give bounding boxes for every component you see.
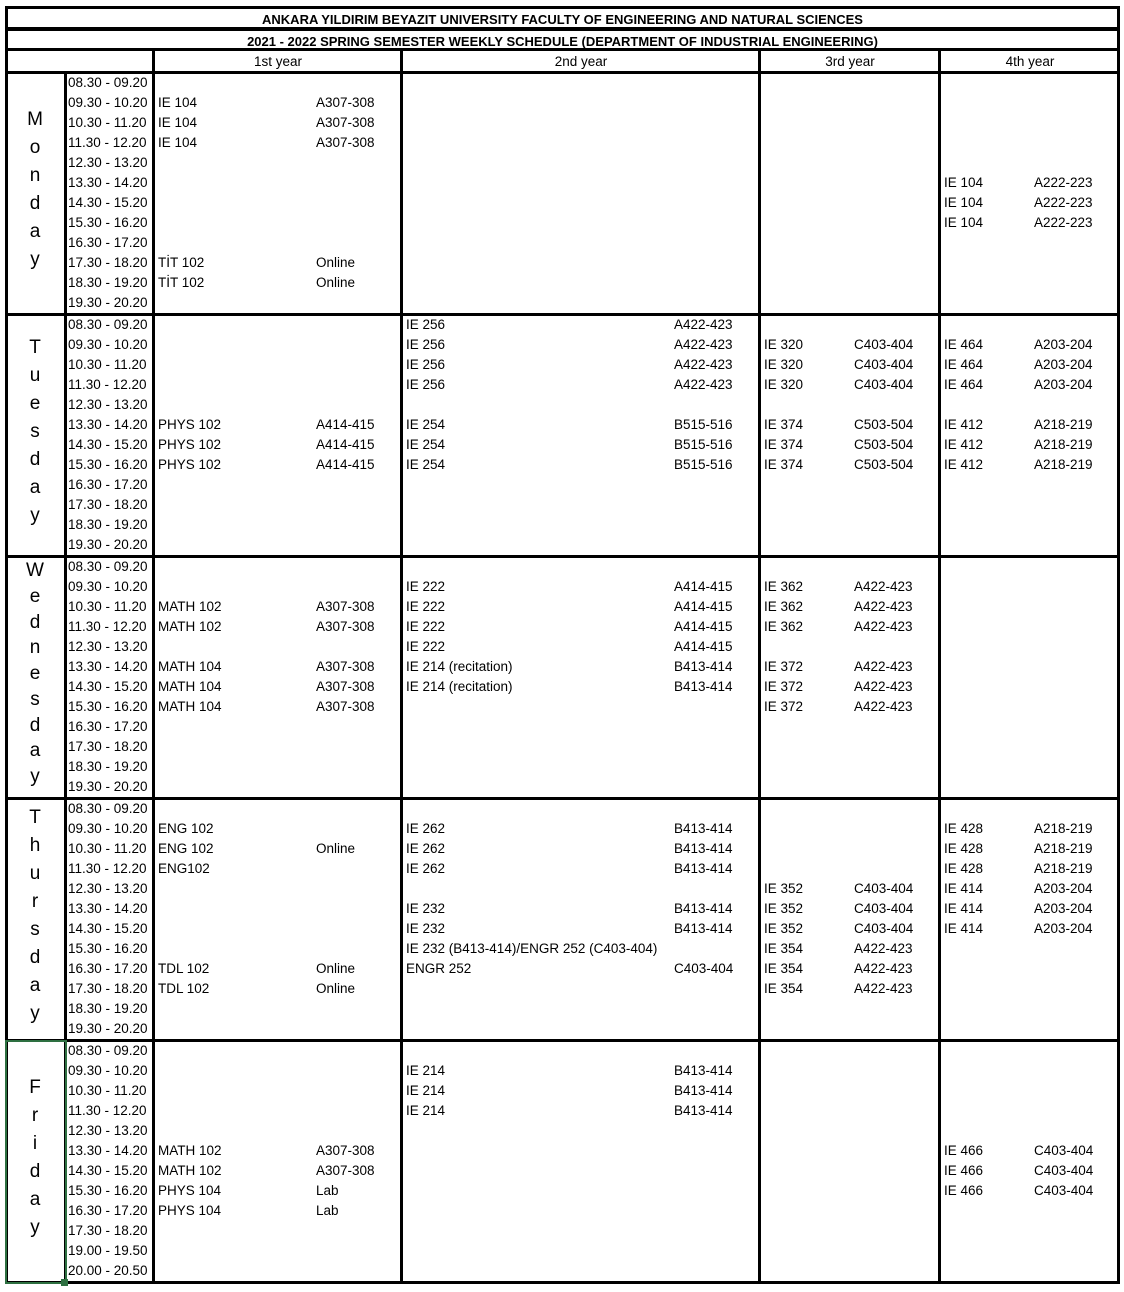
day-label-letter: n	[29, 637, 41, 659]
time-slot: 08.30 - 09.20	[68, 317, 148, 332]
university-title: ANKARA YILDIRIM BEYAZIT UNIVERSITY FACULTY OF ENGINEERING AND NATURAL SCIENCES	[5, 6, 1120, 30]
course-code[interactable]: PHYS 104	[158, 1183, 222, 1198]
course-code[interactable]: IE 374	[764, 437, 804, 452]
time-slot: 18.30 - 19.20	[68, 759, 148, 774]
day-label-letter: y	[30, 1217, 40, 1238]
day-separator	[5, 797, 1120, 800]
classroom[interactable]: A422-423	[854, 679, 913, 694]
year-header-4: 4th year	[1005, 54, 1055, 69]
time-slot: 13.30 - 14.20	[68, 175, 148, 190]
day-label-letter: W	[26, 560, 44, 581]
day-label-letter: y	[30, 1003, 40, 1024]
classroom[interactable]: Lab	[316, 1183, 339, 1198]
time-slot: 19.30 - 20.20	[68, 295, 148, 310]
time-slot: 15.30 - 16.20	[68, 457, 148, 472]
day-label-letter: d	[29, 193, 41, 214]
course-code[interactable]: IE 354	[764, 981, 804, 996]
time-slot: 11.30 - 12.20	[68, 135, 147, 150]
course-code[interactable]: TİT 102	[158, 275, 205, 290]
course-code[interactable]: PHYS 102	[158, 437, 222, 452]
course-code[interactable]: MATH 102	[158, 1143, 222, 1158]
course-code[interactable]: IE 256	[406, 337, 446, 352]
course-code[interactable]: IE 466	[944, 1163, 984, 1178]
time-slot: 10.30 - 11.20	[68, 357, 147, 372]
course-code[interactable]: IE 262	[406, 841, 446, 856]
time-slot: 19.30 - 20.20	[68, 1021, 148, 1036]
course-code[interactable]: IE 104	[158, 115, 198, 130]
time-slot: 19.30 - 20.20	[68, 779, 148, 794]
year-header-3: 3rd year	[825, 54, 875, 69]
course-code[interactable]: MATH 102	[158, 599, 222, 614]
day-separator	[5, 1039, 1120, 1042]
day-label-letter: d	[29, 449, 41, 470]
time-slot: 10.30 - 11.20	[68, 841, 147, 856]
course-code[interactable]: IE 262	[406, 861, 446, 876]
time-slot: 15.30 - 16.20	[68, 1183, 148, 1198]
classroom[interactable]: A307-308	[316, 679, 375, 694]
course-code[interactable]: IE 104	[158, 135, 198, 150]
course-code[interactable]: IE 464	[944, 377, 984, 392]
course-code[interactable]: IE 254	[406, 417, 446, 432]
time-slot: 11.30 - 12.20	[68, 377, 147, 392]
course-code[interactable]: IE 354	[764, 941, 804, 956]
time-slot: 17.30 - 18.20	[68, 497, 148, 512]
day-label-letter: a	[29, 740, 41, 762]
classroom[interactable]: A422-423	[854, 599, 913, 614]
classroom[interactable]: C403-404	[854, 337, 914, 352]
classroom[interactable]: C403-404	[674, 961, 734, 976]
course-code[interactable]: MATH 104	[158, 679, 222, 694]
course-code[interactable]: IE 354	[764, 961, 804, 976]
course-code[interactable]: MATH 104	[158, 659, 222, 674]
course-code[interactable]: IE 104	[944, 175, 984, 190]
day-label-letter: a	[29, 221, 41, 242]
classroom[interactable]: B413-414	[674, 1103, 733, 1118]
course-code[interactable]: IE 320	[764, 337, 804, 352]
classroom[interactable]: A218-219	[1034, 861, 1093, 876]
day-label-letter: h	[29, 835, 41, 856]
course-code[interactable]: IE 104	[944, 195, 984, 210]
time-slot: 11.30 - 12.20	[68, 1103, 147, 1118]
time-slot: 14.30 - 15.20	[68, 921, 148, 936]
course-code[interactable]: IE 412	[944, 457, 984, 472]
classroom[interactable]: A307-308	[316, 659, 375, 674]
course-code[interactable]: TDL 102	[158, 961, 210, 976]
day-label-letter: e	[29, 393, 41, 414]
course-code[interactable]: IE 362	[764, 599, 804, 614]
time-slot: 15.30 - 16.20	[68, 215, 148, 230]
time-slot: 08.30 - 09.20	[68, 75, 148, 90]
classroom[interactable]: A218-219	[1034, 417, 1093, 432]
day-label-letter: a	[29, 1189, 41, 1210]
grid-line	[1117, 50, 1120, 1284]
day-separator	[5, 313, 1120, 316]
course-code[interactable]: IE 214 (recitation)	[406, 659, 513, 674]
classroom[interactable]: A422-423	[674, 377, 733, 392]
time-slot: 20.00 - 20.50	[68, 1263, 148, 1278]
course-code[interactable]: PHYS 102	[158, 457, 222, 472]
classroom[interactable]: A307-308	[316, 619, 375, 634]
time-slot: 14.30 - 15.20	[68, 195, 148, 210]
course-code[interactable]: IE 414	[944, 921, 984, 936]
fill-handle[interactable]	[61, 1279, 68, 1286]
classroom[interactable]: A222-223	[1034, 215, 1093, 230]
classroom[interactable]: A222-223	[1034, 175, 1093, 190]
classroom[interactable]: B515-516	[674, 417, 733, 432]
day-label-letter: o	[29, 137, 41, 158]
course-code[interactable]: TİT 102	[158, 255, 205, 270]
time-slot: 16.30 - 17.20	[68, 477, 148, 492]
classroom[interactable]: Lab	[316, 1203, 339, 1218]
classroom[interactable]: A414-415	[674, 619, 733, 634]
classroom[interactable]: A422-423	[674, 337, 733, 352]
classroom[interactable]: C403-404	[854, 881, 914, 896]
time-slot: 15.30 - 16.20	[68, 699, 148, 714]
day-label-letter: u	[29, 863, 41, 884]
classroom[interactable]: A307-308	[316, 95, 375, 110]
course-code[interactable]: ENG102	[158, 861, 210, 876]
classroom[interactable]: A307-308	[316, 135, 375, 150]
classroom[interactable]: A422-423	[854, 619, 913, 634]
day-label-letter: d	[29, 714, 41, 736]
day-label-letter: y	[30, 766, 40, 788]
classroom[interactable]: A218-219	[1034, 437, 1093, 452]
classroom[interactable]: Online	[316, 275, 356, 290]
course-code[interactable]: ENG 102	[158, 821, 214, 836]
classroom[interactable]: B413-414	[674, 921, 733, 936]
classroom[interactable]: Online	[316, 981, 356, 996]
year-header-1: 1st year	[253, 54, 303, 69]
classroom[interactable]: A414-415	[316, 417, 375, 432]
day-label-letter: d	[29, 947, 41, 968]
time-slot: 10.30 - 11.20	[68, 115, 147, 130]
day-label-letter: s	[30, 421, 40, 442]
time-slot: 13.30 - 14.20	[68, 659, 148, 674]
course-code[interactable]: IE 428	[944, 841, 984, 856]
course-code[interactable]: IE 104	[158, 95, 198, 110]
day-label-letter: s	[30, 919, 40, 940]
course-code[interactable]: PHYS 104	[158, 1203, 222, 1218]
classroom[interactable]: A422-423	[854, 699, 913, 714]
course-code[interactable]: IE 374	[764, 457, 804, 472]
classroom[interactable]: A203-204	[1034, 357, 1093, 372]
classroom[interactable]: B413-414	[674, 821, 733, 836]
classroom[interactable]: C403-404	[1034, 1163, 1094, 1178]
course-code[interactable]: IE 466	[944, 1143, 984, 1158]
time-slot: 16.30 - 17.20	[68, 235, 148, 250]
course-code[interactable]: MATH 102	[158, 1163, 222, 1178]
course-code[interactable]: IE 222	[406, 619, 446, 634]
time-slot: 10.30 - 11.20	[68, 599, 147, 614]
classroom[interactable]: C503-504	[854, 437, 914, 452]
day-label-letter: d	[29, 611, 41, 633]
day-label-letter: d	[29, 1161, 41, 1182]
time-slot: 13.30 - 14.20	[68, 1143, 148, 1158]
day-label-letter: T	[29, 807, 41, 828]
course-code[interactable]: TDL 102	[158, 981, 210, 996]
time-slot: 15.30 - 16.20	[68, 941, 148, 956]
classroom[interactable]: A307-308	[316, 699, 375, 714]
time-slot: 16.30 - 17.20	[68, 719, 148, 734]
day-label-letter: a	[29, 975, 41, 996]
classroom[interactable]: A307-308	[316, 1163, 375, 1178]
course-code[interactable]: IE 464	[944, 337, 984, 352]
classroom[interactable]: A203-204	[1034, 921, 1093, 936]
classroom[interactable]: B413-414	[674, 659, 733, 674]
classroom[interactable]: C503-504	[854, 417, 914, 432]
grid-line	[400, 50, 403, 1284]
day-label-letter: e	[29, 663, 41, 685]
course-code[interactable]: PHYS 102	[158, 417, 222, 432]
course-code[interactable]: IE 372	[764, 679, 804, 694]
grid-line	[758, 50, 761, 1284]
classroom[interactable]: A203-204	[1034, 901, 1093, 916]
classroom[interactable]: A422-423	[854, 981, 913, 996]
classroom[interactable]: Online	[316, 841, 356, 856]
time-slot: 09.30 - 10.20	[68, 1063, 148, 1078]
day-label-letter: u	[29, 365, 41, 386]
time-slot: 09.30 - 10.20	[68, 337, 148, 352]
course-code[interactable]: IE 372	[764, 659, 804, 674]
day-label-letter: M	[27, 109, 43, 130]
day-label-letter: a	[29, 477, 41, 498]
classroom[interactable]: C403-404	[1034, 1143, 1094, 1158]
course-code[interactable]: IE 214 (recitation)	[406, 679, 513, 694]
classroom[interactable]: B413-414	[674, 841, 733, 856]
time-slot: 08.30 - 09.20	[68, 1043, 148, 1058]
course-code[interactable]: ENGR 252	[406, 961, 472, 976]
course-code[interactable]: IE 256	[406, 357, 446, 372]
course-code[interactable]: IE 222	[406, 599, 446, 614]
course-code[interactable]: IE 464	[944, 357, 984, 372]
grid-line	[152, 50, 155, 1284]
course-code[interactable]: ENG 102	[158, 841, 214, 856]
classroom[interactable]: C403-404	[1034, 1183, 1094, 1198]
time-slot: 17.30 - 18.20	[68, 981, 148, 996]
course-code[interactable]: IE 232 (B413-414)/ENGR 252 (C403-404)	[406, 941, 658, 956]
classroom[interactable]: A218-219	[1034, 841, 1093, 856]
classroom[interactable]: A203-204	[1034, 337, 1093, 352]
course-code[interactable]: IE 262	[406, 821, 446, 836]
classroom[interactable]: A222-223	[1034, 195, 1093, 210]
classroom[interactable]: B413-414	[674, 901, 733, 916]
day-label-letter: F	[29, 1077, 41, 1098]
time-slot: 14.30 - 15.20	[68, 1163, 148, 1178]
course-code[interactable]: IE 372	[764, 699, 804, 714]
classroom[interactable]: A414-415	[316, 437, 375, 452]
time-slot: 13.30 - 14.20	[68, 417, 148, 432]
time-slot: 12.30 - 13.20	[68, 639, 148, 654]
time-slot: 17.30 - 18.20	[68, 255, 148, 270]
classroom[interactable]: B413-414	[674, 1063, 733, 1078]
course-code[interactable]: IE 256	[406, 317, 446, 332]
classroom[interactable]: A307-308	[316, 115, 375, 130]
course-code[interactable]: IE 352	[764, 881, 804, 896]
classroom[interactable]: A203-204	[1034, 377, 1093, 392]
time-slot: 14.30 - 15.20	[68, 437, 148, 452]
day-label-letter: y	[30, 249, 40, 270]
classroom[interactable]: B413-414	[674, 1083, 733, 1098]
course-code[interactable]: IE 428	[944, 861, 984, 876]
classroom[interactable]: C503-504	[854, 457, 914, 472]
day-separator	[5, 71, 1120, 74]
selected-cell-cursor[interactable]	[5, 1040, 67, 1284]
classroom[interactable]: A414-415	[674, 579, 733, 594]
classroom[interactable]: B413-414	[674, 861, 733, 876]
day-label-letter: e	[29, 585, 41, 607]
time-slot: 16.30 - 17.20	[68, 961, 148, 976]
time-slot: 09.30 - 10.20	[68, 821, 148, 836]
classroom[interactable]: A414-415	[316, 457, 375, 472]
time-slot: 09.30 - 10.20	[68, 95, 148, 110]
course-code[interactable]: IE 414	[944, 901, 984, 916]
course-code[interactable]: IE 222	[406, 639, 446, 654]
course-code[interactable]: IE 352	[764, 921, 804, 936]
time-slot: 19.30 - 20.20	[68, 537, 148, 552]
course-code[interactable]: IE 374	[764, 417, 804, 432]
time-slot: 11.30 - 12.20	[68, 619, 147, 634]
day-label-letter: n	[29, 165, 41, 186]
classroom[interactable]: Online	[316, 961, 356, 976]
classroom[interactable]: Online	[316, 255, 356, 270]
course-code[interactable]: IE 412	[944, 437, 984, 452]
classroom[interactable]: A218-219	[1034, 457, 1093, 472]
classroom[interactable]: C403-404	[854, 921, 914, 936]
time-slot: 19.00 - 19.50	[68, 1243, 148, 1258]
time-slot: 17.30 - 18.20	[68, 1223, 148, 1238]
course-code[interactable]: IE 352	[764, 901, 804, 916]
course-code[interactable]: IE 320	[764, 357, 804, 372]
day-separator	[5, 1281, 1120, 1284]
day-separator	[5, 555, 1120, 558]
classroom[interactable]: A422-423	[674, 357, 733, 372]
classroom[interactable]: A203-204	[1034, 881, 1093, 896]
course-code[interactable]: IE 412	[944, 417, 984, 432]
course-code[interactable]: IE 214	[406, 1083, 446, 1098]
course-code[interactable]: IE 428	[944, 821, 984, 836]
course-code[interactable]: IE 214	[406, 1063, 446, 1078]
classroom[interactable]: A414-415	[674, 639, 733, 654]
year-header-2: 2nd year	[554, 54, 608, 69]
classroom[interactable]: C403-404	[854, 377, 914, 392]
time-slot: 08.30 - 09.20	[68, 559, 148, 574]
time-slot: 18.30 - 19.20	[68, 517, 148, 532]
classroom[interactable]: A307-308	[316, 599, 375, 614]
time-slot: 10.30 - 11.20	[68, 1083, 147, 1098]
course-code[interactable]: IE 232	[406, 901, 446, 916]
course-code[interactable]: IE 222	[406, 579, 446, 594]
classroom[interactable]: A422-423	[674, 317, 733, 332]
time-slot: 11.30 - 12.20	[68, 861, 147, 876]
classroom[interactable]: A422-423	[854, 941, 913, 956]
time-slot: 18.30 - 19.20	[68, 1001, 148, 1016]
classroom[interactable]: B515-516	[674, 437, 733, 452]
time-slot: 14.30 - 15.20	[68, 679, 148, 694]
course-code[interactable]: IE 466	[944, 1183, 984, 1198]
day-label-letter: r	[31, 1105, 39, 1126]
course-code[interactable]: IE 414	[944, 881, 984, 896]
course-code[interactable]: IE 254	[406, 457, 446, 472]
schedule-title: 2021 - 2022 SPRING SEMESTER WEEKLY SCHEDULE (DEPARTMENT OF INDUSTRIAL ENGINEERING)	[5, 28, 1120, 51]
course-code[interactable]: IE 256	[406, 377, 446, 392]
classroom[interactable]: C403-404	[854, 357, 914, 372]
course-code[interactable]: IE 320	[764, 377, 804, 392]
course-code[interactable]: IE 362	[764, 619, 804, 634]
time-slot: 09.30 - 10.20	[68, 579, 148, 594]
classroom[interactable]: A422-423	[854, 961, 913, 976]
course-code[interactable]: IE 362	[764, 579, 804, 594]
day-label-letter: s	[30, 688, 40, 710]
classroom[interactable]: A218-219	[1034, 821, 1093, 836]
classroom[interactable]: A422-423	[854, 659, 913, 674]
course-code[interactable]: IE 214	[406, 1103, 446, 1118]
classroom[interactable]: A422-423	[854, 579, 913, 594]
classroom[interactable]: A307-308	[316, 1143, 375, 1158]
time-slot: 08.30 - 09.20	[68, 801, 148, 816]
time-slot: 13.30 - 14.20	[68, 901, 148, 916]
classroom[interactable]: A414-415	[674, 599, 733, 614]
time-slot: 16.30 - 17.20	[68, 1203, 148, 1218]
time-slot: 12.30 - 13.20	[68, 397, 148, 412]
time-slot: 17.30 - 18.20	[68, 739, 148, 754]
course-code[interactable]: MATH 102	[158, 619, 222, 634]
time-slot: 12.30 - 13.20	[68, 1123, 148, 1138]
course-code[interactable]: IE 104	[944, 215, 984, 230]
grid-line	[938, 50, 941, 1284]
classroom[interactable]: B413-414	[674, 679, 733, 694]
time-slot: 18.30 - 19.20	[68, 275, 148, 290]
classroom[interactable]: C403-404	[854, 901, 914, 916]
day-label-letter: r	[31, 891, 39, 912]
time-slot: 12.30 - 13.20	[68, 155, 148, 170]
course-code[interactable]: IE 232	[406, 921, 446, 936]
time-slot: 12.30 - 13.20	[68, 881, 148, 896]
day-label-letter: y	[30, 505, 40, 526]
classroom[interactable]: B515-516	[674, 457, 733, 472]
day-label-letter: T	[29, 337, 41, 358]
course-code[interactable]: MATH 104	[158, 699, 222, 714]
day-label-letter: i	[32, 1133, 38, 1154]
course-code[interactable]: IE 254	[406, 437, 446, 452]
